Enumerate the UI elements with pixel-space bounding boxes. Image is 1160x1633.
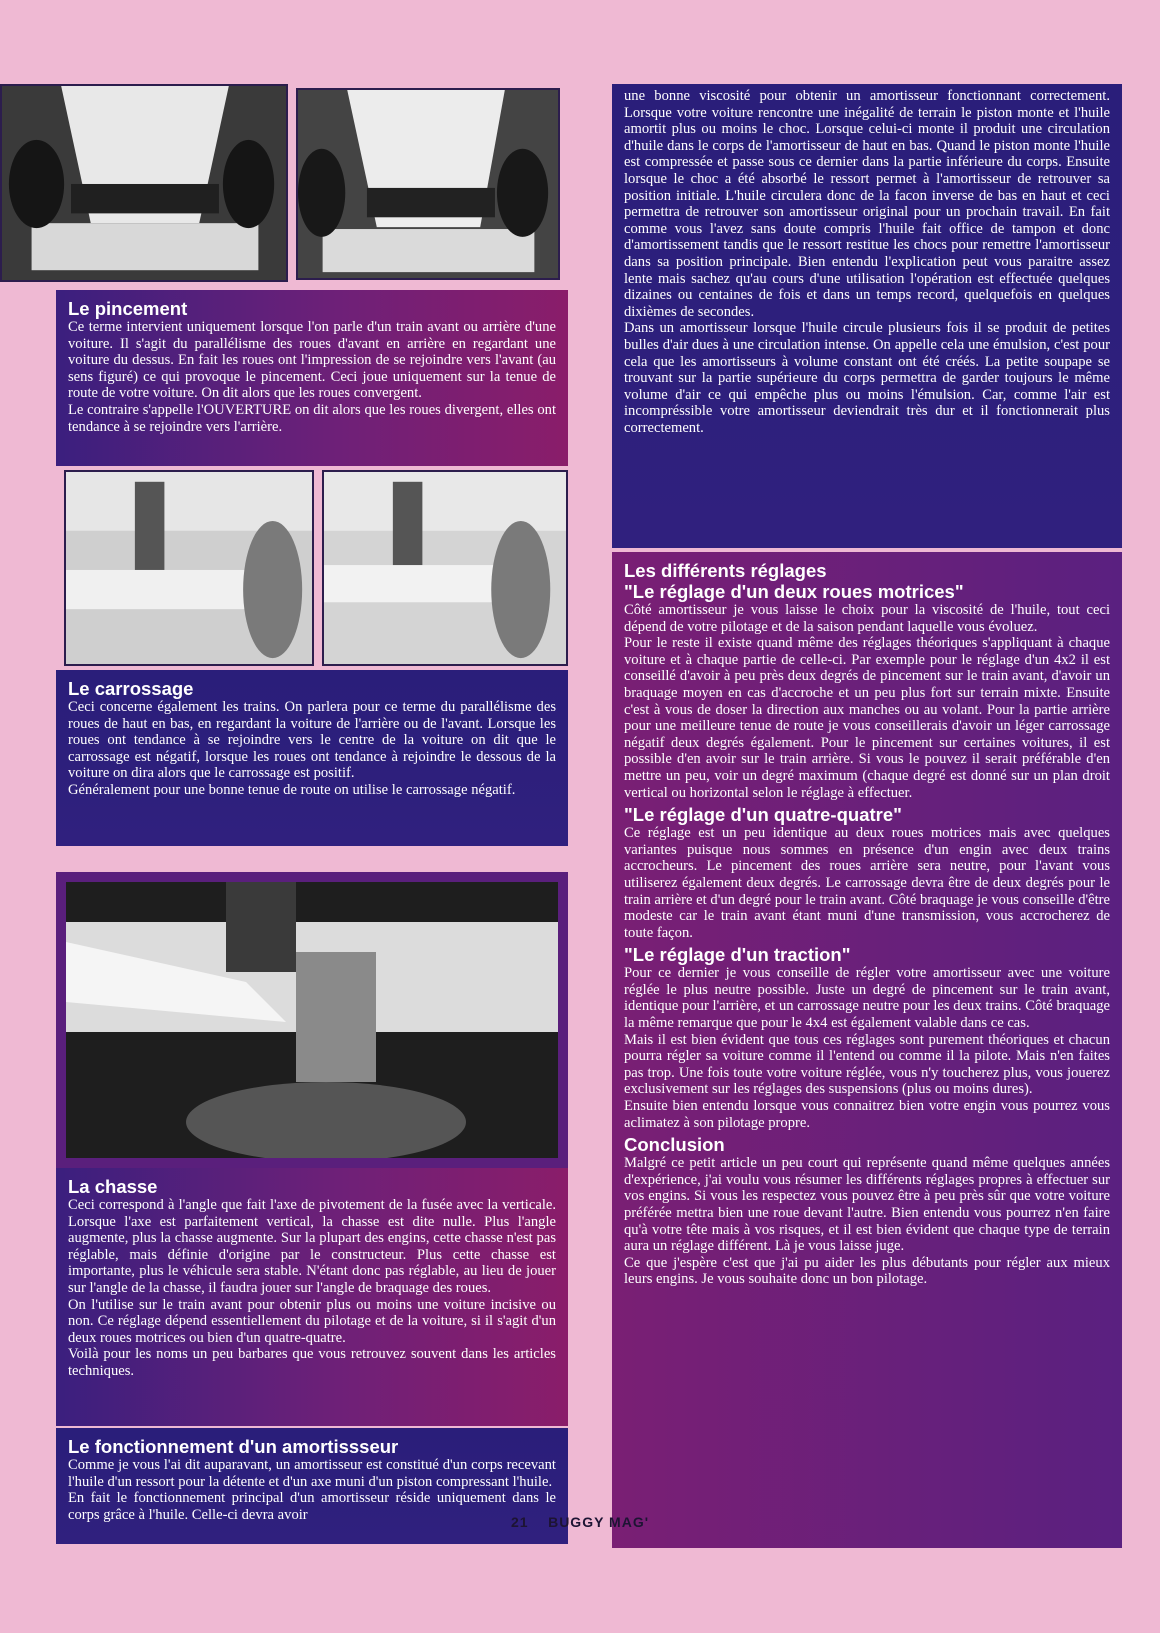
paragraph: On l'utilise sur le train avant pour obtenir plus ou moins une voiture incisive ou non. Ce réglage dépend essentiellement du pilotage et de la voiture, si il s'agit d'un deux roues motrices ou bien d'un quatre-quatre. [68, 1296, 556, 1346]
heading-deux-roues: "Le réglage d'un deux roues motrices" [624, 581, 964, 602]
page-footer [0, 1514, 1160, 1530]
paragraph: En fait le fonctionnement principal d'un amortisseur réside uniquement dans le corps grâce à l'huile. Celle-ci devra avoir [68, 1490, 556, 1523]
photo-buggy-front-1 [0, 84, 288, 282]
magazine-name: BUGGY MAG' [548, 1514, 650, 1530]
paragraph: Mais il est bien évident que tous ces réglages sont purement théoriques et chacun pourra régler sa voiture comme il l'entend ou comme il la pilote. Mais n'en faites pas trop. Une fois toute votre voiture réglée, vous n'y toucherez plus, vous jouerez exclusivement sur les réglages des suspensions (plus ou moins dures). [624, 1031, 1110, 1098]
paragraph: Ce terme intervient uniquement lorsque l'on parle d'un train avant ou arrière d'une voiture. Il s'agit du parallélisme des roues d'avant en arrière en regardant une voiture du dessus. En fait les roues ont l'impression de se rejoindre vers l'avant (au sens figuré) ce qui provoque le pincement. Ceci joue uniquement sur la tenue de route de votre voiture. On dit alors que les roues convergent. [68, 319, 556, 402]
heading-quatre-quatre: "Le réglage d'un quatre-quatre" [624, 804, 902, 826]
photo-suspension-2 [322, 470, 568, 666]
paragraph: Le contraire s'appelle l'OUVERTURE on dit alors que les roues divergent, elles ont tendance à se rejoindre vers l'arrière. [68, 401, 556, 435]
heading-pincement: Le pincement [68, 298, 188, 319]
heading-carrossage: Le carrossage [68, 678, 194, 699]
paragraph: Malgré ce petit article un peu court qui représente quand même quelques années d'expérience, j'ai voulu vous résumer les différents réglages propres à effectuer sur vos engins. Si vous les respectez vous pouvez être à peu près sûr que votre voiture préférée mettra bien une roue devant l'autre. Bien entendu vous pourrez n'en faire qu'à votre tête mais à vos risques, et il est bien évident que chaque type de terrain aura un réglage différent. Là je vous laisse juge. [624, 1155, 1110, 1255]
heading-chasse: La chasse [68, 1176, 158, 1197]
section-reglages [612, 552, 1122, 1548]
photo-buggy-front-2 [296, 88, 560, 280]
photo-suspension-1 [64, 470, 314, 666]
paragraph: Pour ce dernier je vous conseille de régler votre amortisseur avec une voiture réglée le plus neutre possible. Juste un degré de pincement sur le train avant, identique pour l'arrière, et un carrossage neutre pour les deux trains. Côté braquage la même remarque que pour le 4x4 est également valable dans ce cas. [624, 965, 1110, 1032]
heading-conclusion: Conclusion [624, 1134, 725, 1156]
heading-reglages: Les différents réglages [624, 560, 827, 581]
paragraph: Généralement pour une bonne tenue de route on utilise le carrossage négatif. [68, 781, 516, 798]
paragraph: Dans un amortisseur lorsque l'huile circule plusieurs fois il se produit de petites bulles d'air dues à une circulation intense. On appelle cela une émulsion, c'est pour cela que les amortisseurs à volume constant ont été créés. La petite soupape se trouvant sur la partie supérieure du corps permettra de garder toujours le même volume d'air ce qui empêche plus ou moins l'émulsion. Car, comme l'air est incompréssible votre amortisseur deviendrait très dur et il fonctionnerait plus correctement. [624, 320, 1110, 436]
paragraph: Ce réglage est un peu identique au deux roues motrices mais avec quelques variantes puisque nous sommes en présence d'un engin avec deux trains accrocheurs. Le pincement des roues arrière sera neutre, pour l'avant vous utiliserez également deux degrés. Le carrossage devra être de deux degrés pour le train arrière et d'un degré pour le train avant. Côté braquage je vous conseille d'être modeste car le train avant étant muni d'une transmission, vous accrocherez de toute façon. [624, 825, 1110, 941]
suspension-photo-drawing [66, 472, 312, 664]
section-suite-amortisseur [612, 84, 1122, 548]
paragraph: Comme je vous l'ai dit auparavant, un amortisseur est constitué d'un corps recevant l'huile d'un ressort pour la détente et d'un axe muni d'un piston compressant l'huile. [68, 1457, 556, 1490]
photo-chasse [56, 872, 568, 1168]
buggy-photo-drawing [298, 90, 558, 278]
section-carrossage [56, 670, 568, 846]
heading-fonctionnement: Le fonctionnement d'un amortissseur [68, 1436, 399, 1457]
buggy-photo-drawing [2, 86, 286, 280]
paragraph: Ceci concerne également les trains. On parlera pour ce terme du parallélisme des roues de haut en bas, en regardant la voiture de l'arrière ou de l'avant. Lorsque les roues ont tendance à se rejoindre vers le centre de la voiture on dit que le carrossage est négatif, lorsque les roues ont tendance à rejoindre le dessous de la voiture on dira alors que le carrossage est positif. [68, 699, 556, 782]
paragraph: Ensuite bien entendu lorsque vous connaitrez bien votre engin vous pourrez vous aclimatez à son pilotage propre. [624, 1098, 1110, 1131]
section-chasse [56, 1168, 568, 1426]
page-number: 21 [510, 1514, 529, 1530]
section-pincement [56, 290, 568, 466]
paragraph: Ceci correspond à l'angle que fait l'axe de pivotement de la fusée avec la verticale. Lorsque l'axe est parfaitement vertical, la chasse est dite nulle. Plus l'angle augmente, plus la chasse augmente. Sur la plupart des engins, cette chasse n'est pas réglable, mais définie d'origine par le constructeur. Plus cette chasse est importante, plus le véhicule sera stable. N'étant donc pas réglable, au lieu de jouer sur l'angle de la chasse, il faudra jouer sur l'angle de braquage des roues. [68, 1197, 556, 1296]
paragraph: Ce que j'espère c'est que j'ai pu aider les plus débutants pour régler aux mieux leurs engins. Je vous souhaite donc un bon pilotage. [624, 1254, 1110, 1288]
paragraph: Pour le reste il existe quand même des réglages théoriques s'appliquant à chaque voiture et à chaque partie de celle-ci. Par exemple pour le réglage d'un 4x2 il est conseillé d'avoir à peu près deux degrés de pincement sur le train avant, d'avoir un braquage moyen en cas d'accroche et un peu plus fort sur terrain mixte. Ensuite c'est à vous de doser la direction aux manches ou au volant. Pour la partie arrière pour une meilleure tenue de route je vous conseillerais d'avoir un léger carrossage négatif deux degrés également. Pour le pincement sur certaines voitures, il est possible d'en avoir sur le train arrière. Si vous le pouvez il serait préférable d'en mettre un peu, voir un degré maximum (chaque degré est donné sur un plan droit vertical ou horizontal selon le réglage à effectuer. [624, 635, 1110, 801]
heading-traction: "Le réglage d'un traction" [624, 944, 851, 966]
chasse-photo-drawing [66, 882, 558, 1158]
suspension-photo-drawing [324, 472, 566, 664]
paragraph: une bonne viscosité pour obtenir un amortisseur fonctionnant correctement. Lorsque votre voiture rencontre une inégalité de terrain le piston monte et l'huile amortit plus ou moins le choc. Lorsque celui-ci monte il produit une circulation d'huile dans le corps de l'amortisseur de haut en bas. Quand le piston monte l'huile est compressée et passe sous ce dernier dans la partie inférieure du corps. Ensuite lorsque le choc a été absorbé le ressort permet à l'amortisseur de retrouver sa position initiale. L'huile circulera donc de la facon inverse de bas en haut et ceci permettra de retrouver son amortisseur original pour un prochain travail. En fait comme vous l'avez sans doute compris l'huile fait office de tampon et donc d'amortissement tandis que le ressort restitue les chocs pour remettre l'amortisseur dans sa position principale. Bien entendu l'explication peut vous paraitre assez lente mais sachez qu'au cours d'une utilisation l'opération est effectuée quelques dizaines ou centaines de fois et dans un temps record, quelquefois en quelques dixièmes de secondes. [624, 88, 1110, 320]
paragraph: Voilà pour les noms un peu barbares que vous retrouvez souvent dans les articles techniques. [68, 1346, 556, 1379]
paragraph: Côté amortisseur je vous laisse le choix pour la viscosité de l'huile, tout ceci dépend de votre pilotage et de la saison pendant laquelle vous évoluez. [624, 602, 1110, 635]
